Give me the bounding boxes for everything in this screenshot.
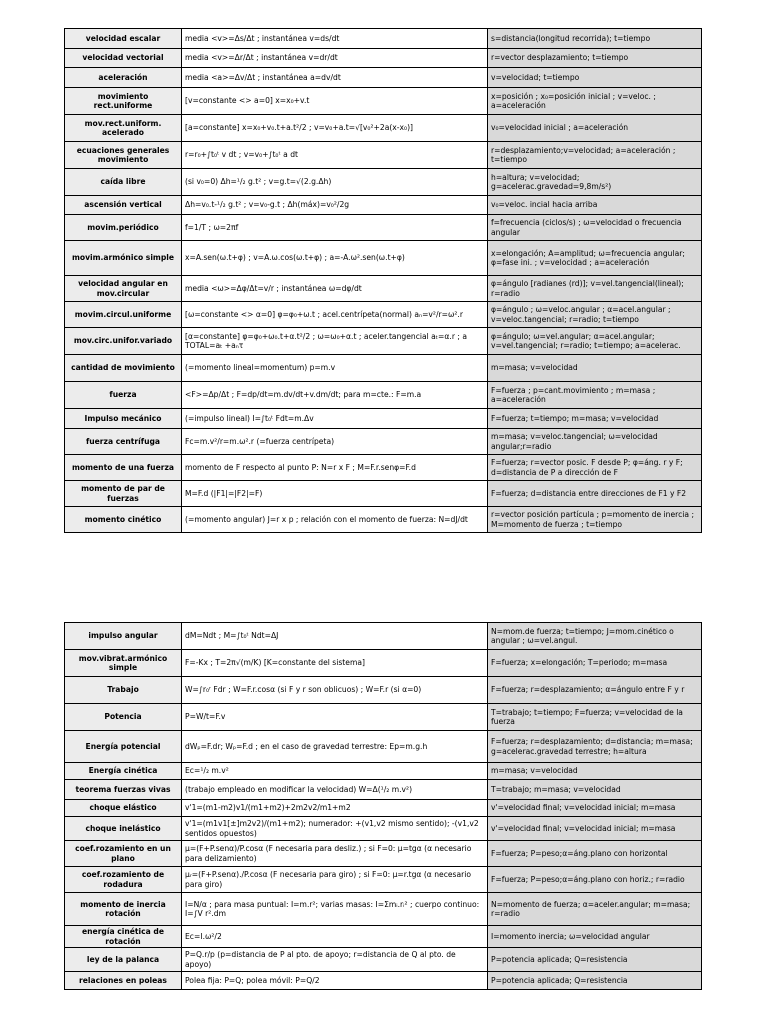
formula-cell: W=∫r₀ʳ Fdr ; W=F.r.cosα (si F y r son oblicuos) ; W=F.r (si α=0)	[182, 677, 488, 704]
formula-cell: P=Q.r/p (p=distancia de P al pto. de apoyo; r=distancia de Q al pto. de apoyo)	[182, 948, 488, 972]
table-row	[65, 302, 702, 328]
formula-cell: (=momento lineal=momentum) p=m.v	[182, 355, 488, 382]
quantity-name: movim.circul.uniforme	[65, 302, 182, 328]
formula-cell: Fc=m.v²/r=m.ω².r (=fuerza centrípeta)	[182, 429, 488, 455]
formula-cell: media <a>=Δv/Δt ; instantánea a=dv/dt	[182, 68, 488, 88]
table-row	[65, 455, 702, 481]
quantity-name: relaciones en poleas	[65, 972, 182, 990]
variables-description: r=vector posición partícula ; p=momento de inercia ; M=momento de fuerza ; t=tiempo	[488, 507, 702, 533]
table-row	[65, 169, 702, 196]
formula-cell: Δh=v₀.t-¹/₂ g.t² ; v=v₀-g.t ; Δh(máx)=v₀²/2g	[182, 196, 488, 215]
table-row	[65, 817, 702, 841]
table-row	[65, 215, 702, 241]
formula-cell: (=impulso lineal) I=∫t₀ᵗ Fdt=m.Δv	[182, 409, 488, 429]
quantity-name: aceleración	[65, 68, 182, 88]
table-row	[65, 409, 702, 429]
quantity-name: movimiento rect.uniforme	[65, 88, 182, 115]
variables-description: x=elongación; A=amplitud; ω=frecuencia angular; φ=fase ini. ; v=velocidad ; a=aceleración	[488, 241, 702, 276]
variables-description: F=fuerza; P=peso;α=áng.plano con horiz.; r=radio	[488, 867, 702, 893]
table-row	[65, 731, 702, 763]
quantity-name: mov.rect.uniform. acelerado	[65, 115, 182, 142]
quantity-name: coef.rozamiento en un plano	[65, 841, 182, 867]
formula-cell: media <v>=Δr/Δt ; instantánea v=dr/dt	[182, 49, 488, 68]
formula-cell: P=W/t=F.v	[182, 704, 488, 731]
formula-cell: (trabajo empleado en modificar la velocidad) W=Δ(¹/₂ m.v²)	[182, 780, 488, 800]
quantity-name: momento cinético	[65, 507, 182, 533]
formula-table-2-body	[65, 623, 702, 990]
formula-table-1	[64, 28, 702, 533]
variables-description: T=trabajo; t=tiempo; F=fuerza; v=velocidad de la fuerza	[488, 704, 702, 731]
table-row	[65, 115, 702, 142]
formula-cell: [ω=constante <> α=0] φ=φ₀+ω.t ; acel.centrípeta(normal) aₙ=v²/r=ω².r	[182, 302, 488, 328]
formula-cell: [a=constante] x=x₀+v₀.t+a.t²/2 ; v=v₀+a.t=√[v₀²+2a(x-x₀)]	[182, 115, 488, 142]
variables-description: N=momento de fuerza; α=aceler.angular; m=masa; r=radio	[488, 893, 702, 926]
table-row	[65, 276, 702, 302]
table-row	[65, 355, 702, 382]
formula-cell: v'1=(m1v1[±]m2v2)/(m1+m2); numerador: +(v1,v2 mismo sentido); -(v1,v2 sentidos opuestos)	[182, 817, 488, 841]
table-row	[65, 88, 702, 115]
variables-description: F=fuerza; x=elongación; T=periodo; m=masa	[488, 650, 702, 677]
variables-description: F=fuerza; r=vector posic. F desde P; φ=áng. r y F; d=distancia de P a dirección de F	[488, 455, 702, 481]
table-row	[65, 800, 702, 817]
formula-cell: Ec=I.ω²/2	[182, 926, 488, 948]
quantity-name: ascensión vertical	[65, 196, 182, 215]
quantity-name: cantidad de movimiento	[65, 355, 182, 382]
formula-cell: μᵣ=(F+P.senα)./P.cosα (F necesaria para giro) ; si F=0: μ=r.tgα (α necesario para giro)	[182, 867, 488, 893]
variables-description: m=masa; v=veloc.tangencial; ω=velocidad angular;r=radio	[488, 429, 702, 455]
variables-description: s=distancia(longitud recorrida); t=tiempo	[488, 29, 702, 49]
table-row	[65, 328, 702, 355]
variables-description: F=fuerza; d=distancia entre direcciones de F1 y F2	[488, 481, 702, 507]
variables-description: φ=ángulo; ω=vel.angular; α=acel.angular; v=vel.tangencial; r=radio; t=tiempo; a=acelerac.	[488, 328, 702, 355]
variables-description: m=masa; v=velocidad	[488, 355, 702, 382]
table-row	[65, 841, 702, 867]
variables-description: T=trabajo; m=masa; v=velocidad	[488, 780, 702, 800]
quantity-name: velocidad angular en mov.circular	[65, 276, 182, 302]
quantity-name: fuerza centrífuga	[65, 429, 182, 455]
formula-cell: (si v₀=0) Δh=¹/₂ g.t² ; v=g.t=√(2.g.Δh)	[182, 169, 488, 196]
quantity-name: ley de la palanca	[65, 948, 182, 972]
variables-description: r=vector desplazamiento; t=tiempo	[488, 49, 702, 68]
quantity-name: movim.armónico simple	[65, 241, 182, 276]
quantity-name: Trabajo	[65, 677, 182, 704]
formula-cell: v'1=(m1-m2)v1/(m1+m2)+2m2v2/m1+m2	[182, 800, 488, 817]
variables-description: φ=ángulo [radianes (rd)]; v=vel.tangencial(lineal); r=radio	[488, 276, 702, 302]
formula-cell: dM=Ndt ; M=∫t₀ᵗ Ndt=ΔJ	[182, 623, 488, 650]
formula-cell: r=r₀+∫t₀ᵗ v dt ; v=v₀+∫t₀ᵗ a dt	[182, 142, 488, 169]
formula-cell: μ=(F+P.senα)/P.cosα (F necesaria para desliz.) ; si F=0: μ=tgα (α necesario para delizamiento)	[182, 841, 488, 867]
variables-description: x=posición ; x₀=posición inicial ; v=veloc. ; a=aceleración	[488, 88, 702, 115]
quantity-name: Impulso mecánico	[65, 409, 182, 429]
formula-cell: M=F.d (|F1|=|F2|=F)	[182, 481, 488, 507]
table-row	[65, 241, 702, 276]
table-row	[65, 429, 702, 455]
quantity-name: momento de par de fuerzas	[65, 481, 182, 507]
table-row	[65, 196, 702, 215]
table-row	[65, 623, 702, 650]
formula-cell: x=A.sen(ω.t+φ) ; v=A.ω.cos(ω.t+φ) ; a=-A.ω².sen(ω.t+φ)	[182, 241, 488, 276]
table-row	[65, 704, 702, 731]
variables-description: I=momento inercia; ω=velocidad angular	[488, 926, 702, 948]
variables-description: F=fuerza; r=desplazamiento; α=ángulo entre F y r	[488, 677, 702, 704]
table-row	[65, 507, 702, 533]
quantity-name: choque elástico	[65, 800, 182, 817]
formula-cell: Ec=¹/₂ m.v²	[182, 763, 488, 780]
formula-cell: I=N/α ; para masa puntual: I=m.r²; varias masas: I=Σmᵢ.rᵢ² ; cuerpo continuo: I=∫V r².dm	[182, 893, 488, 926]
variables-description: P=potencia aplicada; Q=resistencia	[488, 972, 702, 990]
quantity-name: Potencia	[65, 704, 182, 731]
variables-description: r=desplazamiento;v=velocidad; a=aceleración ; t=tiempo	[488, 142, 702, 169]
table-row	[65, 867, 702, 893]
quantity-name: fuerza	[65, 382, 182, 409]
quantity-name: momento de inercia rotación	[65, 893, 182, 926]
table-row	[65, 893, 702, 926]
formula-cell: (=momento angular) J=r x p ; relación con el momento de fuerza: N=dJ/dt	[182, 507, 488, 533]
table-row	[65, 972, 702, 990]
quantity-name: impulso angular	[65, 623, 182, 650]
quantity-name: mov.vibrat.armónico simple	[65, 650, 182, 677]
table-row	[65, 68, 702, 88]
quantity-name: momento de una fuerza	[65, 455, 182, 481]
variables-description: v₀=velocidad inicial ; a=aceleración	[488, 115, 702, 142]
table-row	[65, 677, 702, 704]
table-row	[65, 780, 702, 800]
quantity-name: coef.rozamiento de rodadura	[65, 867, 182, 893]
table-row	[65, 29, 702, 49]
formula-cell: Polea fija: P=Q; polea móvil: P=Q/2	[182, 972, 488, 990]
quantity-name: energía cinética de rotación	[65, 926, 182, 948]
variables-description: N=mom.de fuerza; t=tiempo; J=mom.cinético o angular ; ω=vel.angul.	[488, 623, 702, 650]
formula-table-2	[64, 622, 702, 990]
variables-description: F=fuerza ; p=cant.movimiento ; m=masa ; a=aceleración	[488, 382, 702, 409]
table-row	[65, 49, 702, 68]
quantity-name: choque inelástico	[65, 817, 182, 841]
table-row	[65, 382, 702, 409]
quantity-name: ecuaciones generales movimiento	[65, 142, 182, 169]
quantity-name: teorema fuerzas vivas	[65, 780, 182, 800]
formula-cell: <F>=Δp/Δt ; F=dp/dt=m.dv/dt+v.dm/dt; para m=cte.: F=m.a	[182, 382, 488, 409]
table-row	[65, 650, 702, 677]
quantity-name: velocidad escalar	[65, 29, 182, 49]
variables-description: v₀=veloc. incial hacia arriba	[488, 196, 702, 215]
table-row	[65, 926, 702, 948]
formula-cell: [v=constante <> a=0] x=x₀+v.t	[182, 88, 488, 115]
variables-description: F=fuerza; r=desplazamiento; d=distancia; m=masa; g=acelerac.gravedad terrestre; h=altura	[488, 731, 702, 763]
table-row	[65, 142, 702, 169]
formula-cell: momento de F respecto al punto P: N=r x F ; M=F.r.senφ=F.d	[182, 455, 488, 481]
formula-cell: media <v>=Δs/Δt ; instantánea v=ds/dt	[182, 29, 488, 49]
variables-description: P=potencia aplicada; Q=resistencia	[488, 948, 702, 972]
variables-description: m=masa; v=velocidad	[488, 763, 702, 780]
quantity-name: velocidad vectorial	[65, 49, 182, 68]
quantity-name: caída libre	[65, 169, 182, 196]
formula-table-1-body	[65, 29, 702, 533]
variables-description: v=velocidad; t=tiempo	[488, 68, 702, 88]
variables-description: v'=velocidad final; v=velocidad inicial; m=masa	[488, 817, 702, 841]
formula-cell: media <ω>=Δφ/Δt=v/r ; instantánea ω=dφ/dt	[182, 276, 488, 302]
quantity-name: movim.periódico	[65, 215, 182, 241]
variables-description: f=frecuencia (ciclos/s) ; ω=velocidad o frecuencia angular	[488, 215, 702, 241]
table-row	[65, 948, 702, 972]
formula-cell: f=1/T ; ω=2πf	[182, 215, 488, 241]
quantity-name: Energía cinética	[65, 763, 182, 780]
table-row	[65, 481, 702, 507]
formula-cell: F=-Kx ; T=2π√(m/K) [K=constante del sistema]	[182, 650, 488, 677]
formula-cell: dWₚ=F.dr; Wₚ=F.d ; en el caso de gravedad terrestre: Ep=m.g.h	[182, 731, 488, 763]
variables-description: v'=velocidad final; v=velocidad inicial; m=masa	[488, 800, 702, 817]
quantity-name: mov.circ.unifor.variado	[65, 328, 182, 355]
quantity-name: Energía potencial	[65, 731, 182, 763]
formula-cell: [α=constante] φ=φ₀+ω₀.t+α.t²/2 ; ω=ω₀+α.t ; aceler.tangencial aₜ=α.r ; a TOTAL=aₜ +aₙτ	[182, 328, 488, 355]
variables-description: F=fuerza; t=tiempo; m=masa; v=velocidad	[488, 409, 702, 429]
variables-description: h=altura; v=velocidad; g=acelerac.gravedad=9,8m/s²)	[488, 169, 702, 196]
variables-description: F=fuerza; P=peso;α=áng.plano con horizontal	[488, 841, 702, 867]
table-row	[65, 763, 702, 780]
variables-description: φ=ángulo ; ω=veloc.angular ; α=acel.angular ; v=veloc.tangencial; r=radio; t=tiempo	[488, 302, 702, 328]
